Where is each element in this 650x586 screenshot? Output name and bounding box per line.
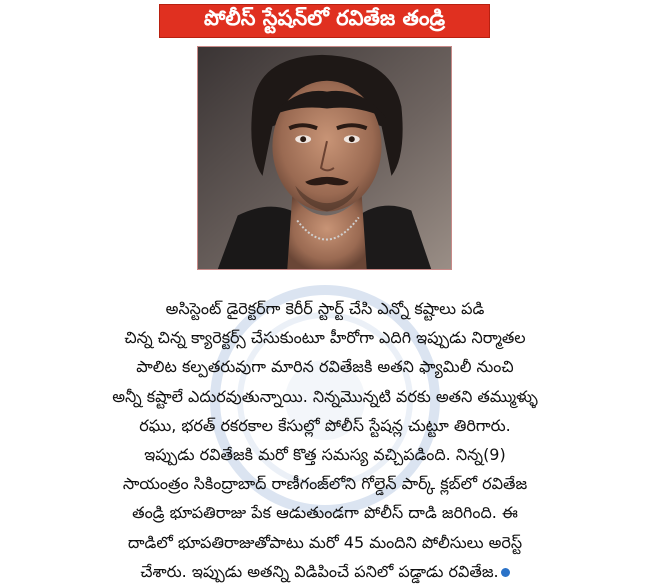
article-line: చిన్న చిన్న క్యారెక్టర్స్ చేసుకుంటూ హీరోగా ఎదిగి ఇప్పుడు నిర్మాతల	[124, 328, 526, 348]
dot-icon	[501, 568, 510, 577]
article-line-text: చేశారు. ఇప్పుడు అతన్ని విడిపించే పనిలో పడ్డాడు రవితేజ.	[140, 561, 499, 581]
article-line: సాయంత్రం సికింద్రాబాద్ రాణీగంజ్‌లోని గోల్డెన్ పార్క్ క్లబ్‌లో రవితేజ	[122, 474, 528, 494]
article-line: దాడిలో భూపతిరాజుతోపాటు మరో 45 మందిని పోలీసులు అరెస్ట్	[127, 532, 523, 552]
article-line: ఇప్పుడు రవితేజకి మరో కొత్త సమస్య వచ్చిపడింది. నిన్న(9)	[144, 445, 506, 465]
article-line: అన్నీ కష్టాలే ఎదురవుతున్నాయి. నిన్నమొన్నటి వరకు అతని తమ్ముళ్ళు	[112, 386, 538, 406]
article-line: అసిస్టెంట్ డైరెక్టర్‌గా కెరీర్ స్టార్ట్ చేసి ఎన్నో కష్టాలు పడి	[165, 299, 485, 318]
actor-portrait-illustration	[198, 47, 451, 269]
article-body	[0, 294, 650, 586]
article-line: రఘు, భరత్ రకరకాల కేసుల్లో పోలీస్ స్టేషన్ల చుట్టూ తిరిగారు.	[139, 415, 511, 435]
article-line: తండ్రి భూపతిరాజు పేక ఆడుతుండగా పోలీస్ దాడి జరిగింది. ఈ	[132, 503, 518, 523]
article-line-last	[0, 557, 650, 586]
actor-photo	[197, 46, 452, 270]
article-line: పాలిట కల్పతరువుగా మారిన రవితేజకి అతని ఫ్యామిలీ నుంచి	[136, 357, 514, 377]
headline-text: పోలీస్ స్టేషన్‌లో రవితేజ తండ్రి	[203, 6, 446, 30]
headline-banner	[159, 4, 490, 38]
